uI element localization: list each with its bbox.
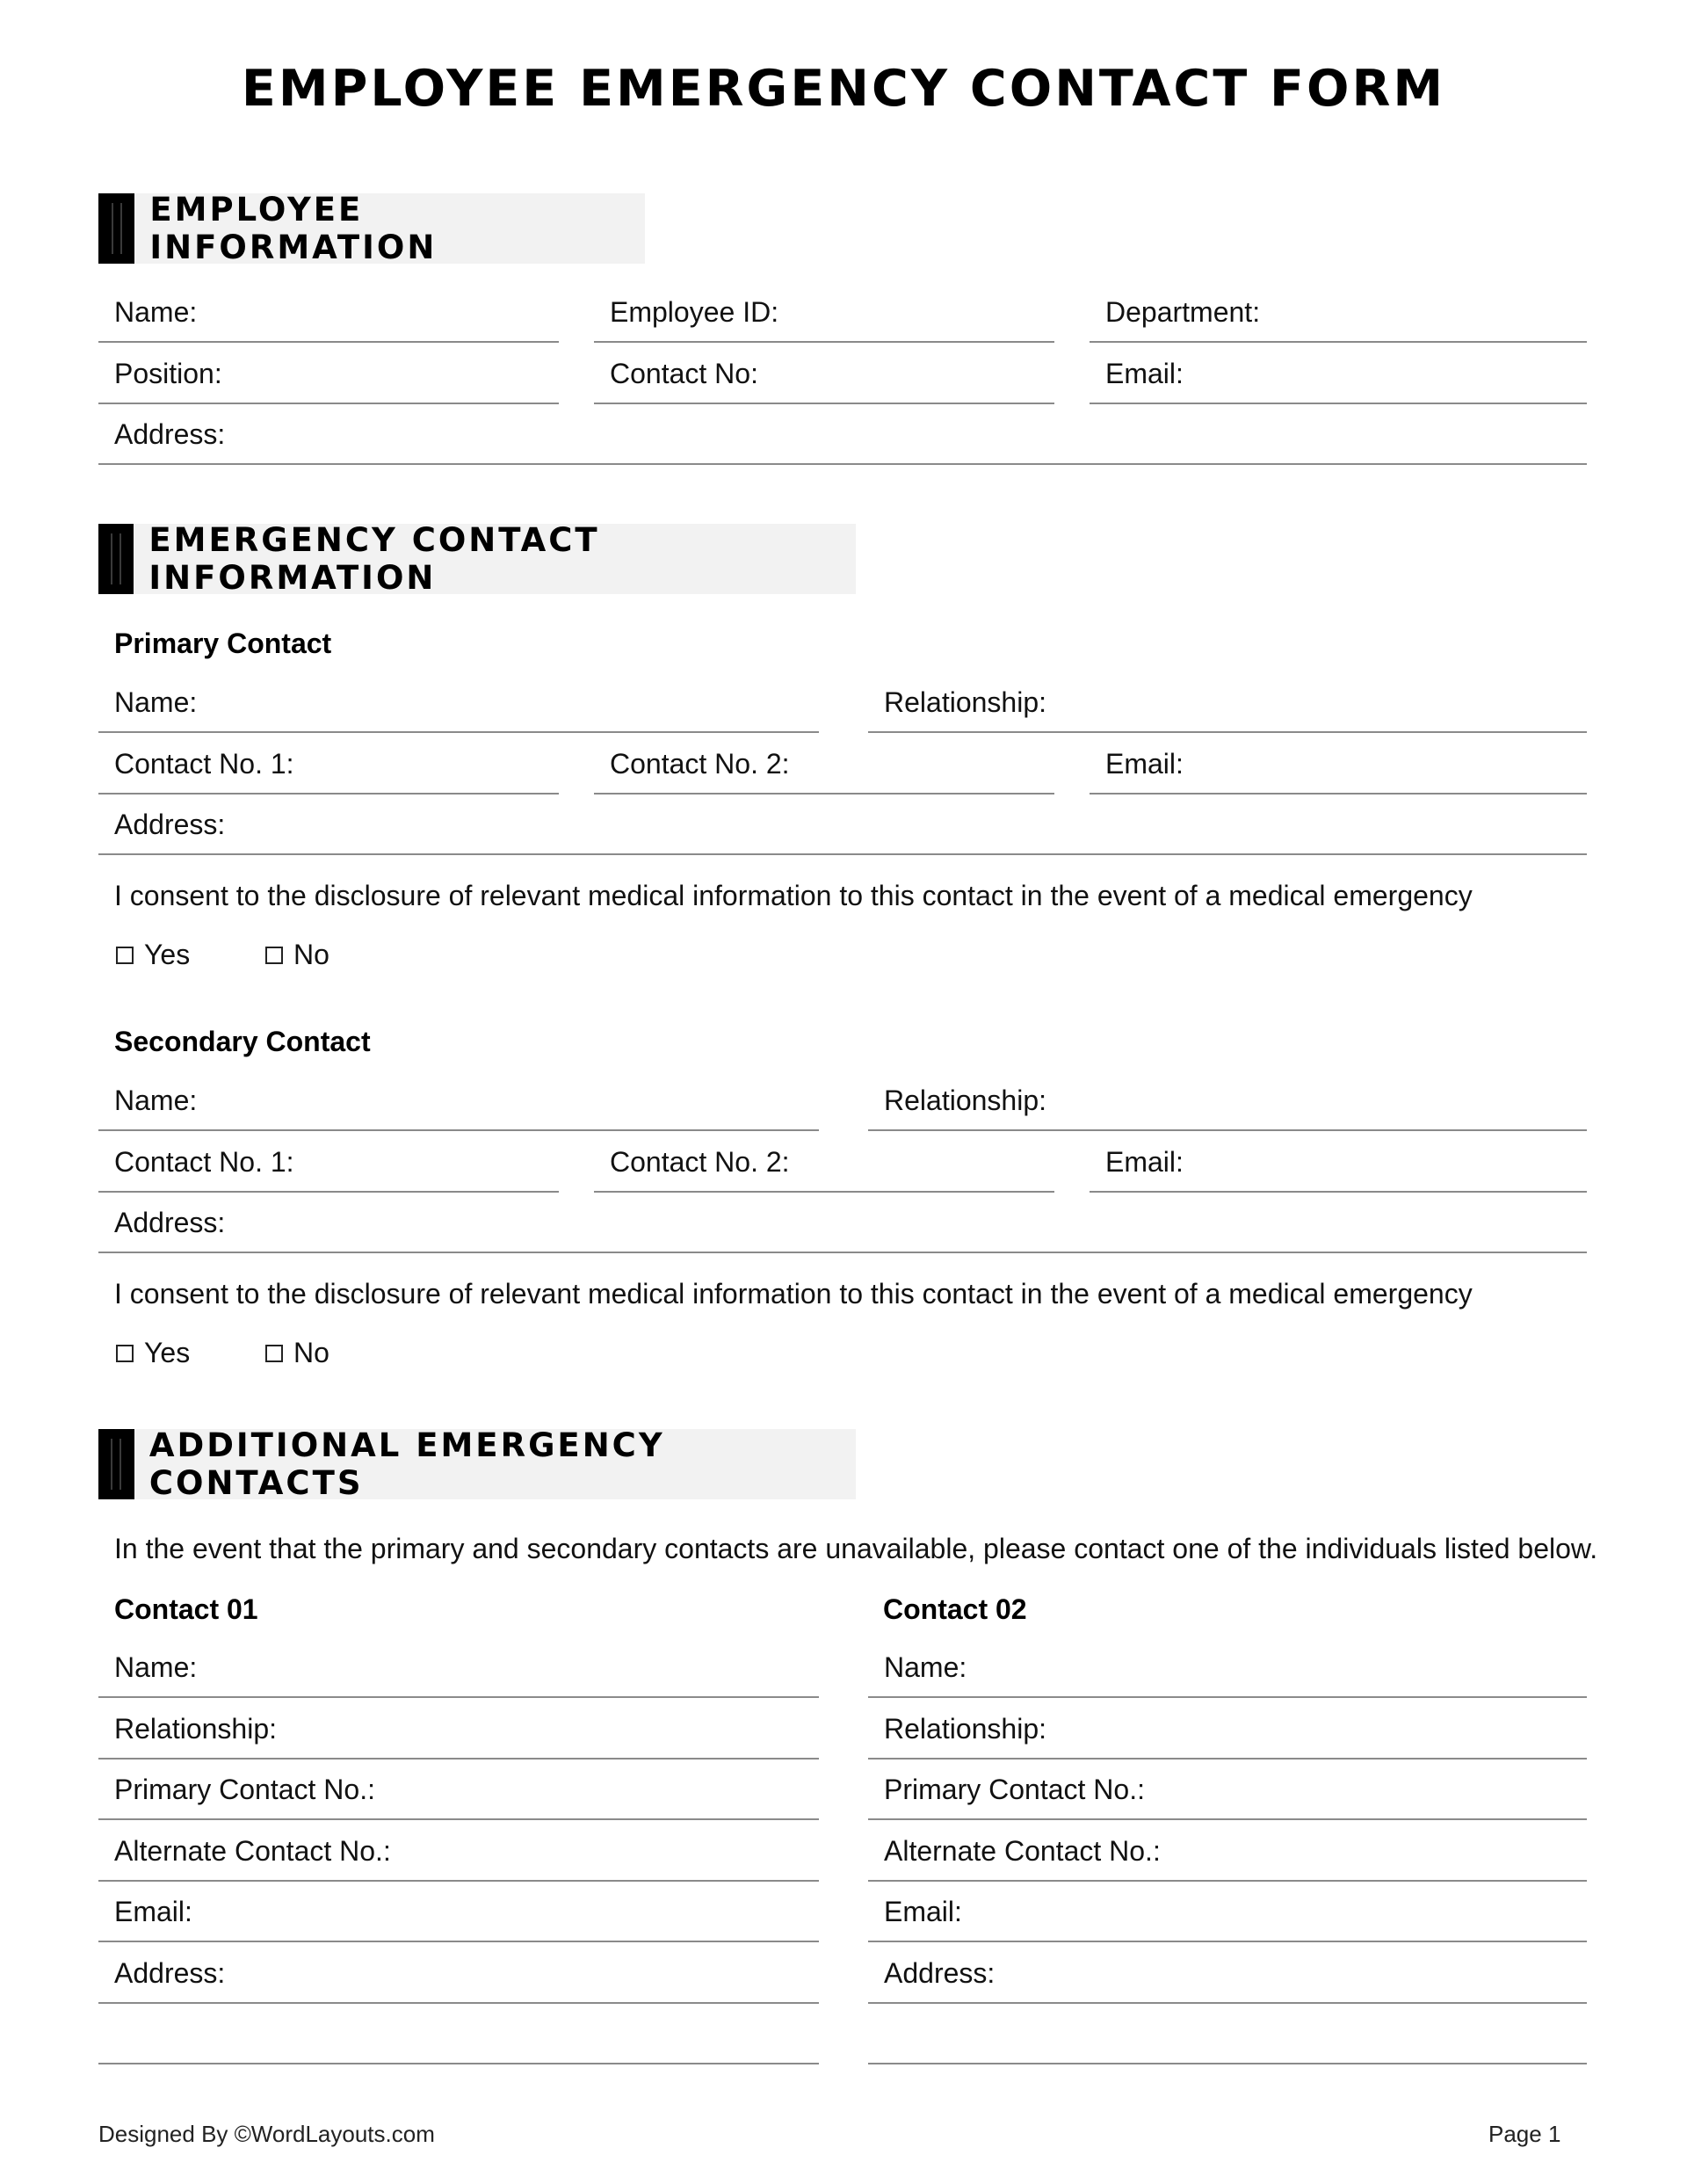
contact-01-address-field[interactable]: Address: [98,1944,819,2004]
employee-name-field[interactable]: Name: [98,283,559,343]
department-field[interactable]: Department: [1090,283,1587,343]
primary-contact1-field[interactable]: Contact No. 1: [98,735,559,795]
section-title: EMERGENCY CONTACT INFORMATION [148,521,600,597]
secondary-consent-text: I consent to the disclosure of relevant medical information to this contact in the event of a medical emergency [114,1278,1473,1310]
contact-02-alternate-no-field[interactable]: Alternate Contact No.: [868,1822,1587,1882]
checkbox-icon[interactable] [265,947,283,964]
contact-02-primary-no-field[interactable]: Primary Contact No.: [868,1760,1587,1820]
additional-intro-text: In the event that the primary and secondary contacts are unavailable, please contact one of the individuals listed below. [114,1533,1598,1564]
secondary-contact2-field[interactable]: Contact No. 2: [594,1133,1054,1193]
employee-id-field[interactable]: Employee ID: [594,283,1054,343]
secondary-name-field[interactable]: Name: [98,1071,819,1131]
page-title: EMPLOYEE EMERGENCY CONTACT FORM [241,60,1446,118]
contact-01-relationship-field[interactable]: Relationship: [98,1700,819,1760]
section-marker-icon [98,524,134,594]
contact-02-relationship-field[interactable]: Relationship: [868,1700,1587,1760]
contact-01-email-field[interactable]: Email: [98,1883,819,1942]
section-header-employee [98,193,645,264]
checkbox-icon[interactable] [116,947,134,964]
contact-02-email-field[interactable]: Email: [868,1883,1587,1942]
primary-contact2-field[interactable]: Contact No. 2: [594,735,1054,795]
checkbox-icon[interactable] [116,1345,134,1362]
primary-consent-text: I consent to the disclosure of relevant medical information to this contact in the event of a medical emergency [114,880,1473,911]
contact-no-field[interactable]: Contact No: [594,345,1054,404]
section-header-additional [98,1426,856,1502]
secondary-email-field[interactable]: Email: [1090,1133,1587,1193]
contact-02-label: Contact 02 [883,1593,1027,1625]
section-title: ADDITIONAL EMERGENCY CONTACTS [148,1426,665,1502]
secondary-contact-label: Secondary Contact [114,1026,371,1057]
secondary-contact1-field[interactable]: Contact No. 1: [98,1133,559,1193]
secondary-consent-yes[interactable] [116,1337,190,1369]
employee-email-field[interactable]: Email: [1090,345,1587,404]
contact-01-name-field[interactable]: Name: [98,1638,819,1698]
contact-02-name-field[interactable]: Name: [868,1638,1587,1698]
secondary-address-field[interactable]: Address: [98,1194,1587,1253]
contact-01-primary-no-field[interactable]: Primary Contact No.: [98,1760,819,1820]
primary-consent-yes[interactable] [116,939,190,971]
section-marker-icon [98,1429,134,1499]
contact-02-address-line2[interactable] [868,2005,1587,2064]
primary-name-field[interactable]: Name: [98,673,819,733]
contact-01-label: Contact 01 [114,1593,258,1625]
section-header-emergency [98,521,856,597]
section-title: EMPLOYEE INFORMATION [149,191,438,266]
section-marker-icon [98,193,134,264]
secondary-consent-no[interactable] [265,1337,329,1369]
no-label: No [293,1337,329,1368]
primary-address-field[interactable]: Address: [98,795,1587,855]
page-number: Page 1 [1488,2121,1561,2147]
yes-label: Yes [144,1337,191,1368]
no-label: No [293,939,329,970]
contact-01-alternate-no-field[interactable]: Alternate Contact No.: [98,1822,819,1882]
contact-01-address-line2[interactable] [98,2005,819,2064]
primary-relationship-field[interactable]: Relationship: [868,673,1587,733]
contact-02-address-field[interactable]: Address: [868,1944,1587,2004]
position-field[interactable]: Position: [98,345,559,404]
secondary-relationship-field[interactable]: Relationship: [868,1071,1587,1131]
yes-label: Yes [144,939,191,970]
footer-credit: Designed By ©WordLayouts.com [98,2121,435,2147]
primary-email-field[interactable]: Email: [1090,735,1587,795]
employee-address-field[interactable]: Address: [98,405,1587,465]
primary-consent-no[interactable] [265,939,329,971]
primary-contact-label: Primary Contact [114,628,332,659]
checkbox-icon[interactable] [265,1345,283,1362]
